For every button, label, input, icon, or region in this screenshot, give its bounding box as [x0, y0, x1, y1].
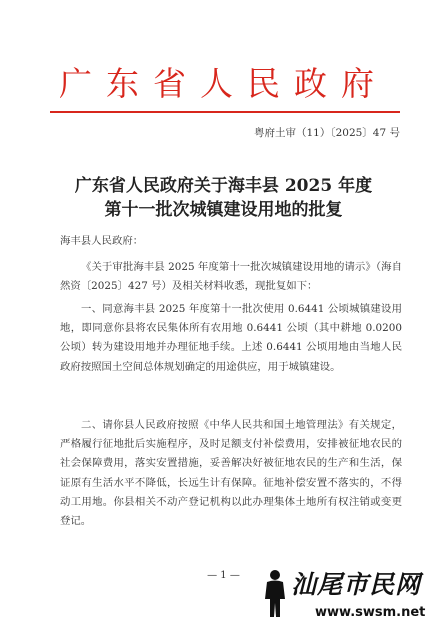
- site-watermark: [261, 565, 443, 625]
- addressee: 海丰县人民政府：: [60, 235, 144, 247]
- document-title-line-1: 广东省人民政府关于海丰县 2025 年度: [74, 176, 373, 196]
- document-number: 粤府土审（11）〔2025〕47 号: [253, 127, 400, 139]
- watermark-url: www.swsm.net: [315, 605, 426, 620]
- paragraph-intro: 《关于审批海丰县 2025 年度第十一批次城镇建设用地的请示》（海自然资〔2025〕427 号）及相关材料收悉，现批复如下：: [60, 261, 402, 293]
- person-silhouette-icon: [261, 569, 289, 619]
- document-title-line-2: 第十一批次城镇建设用地的批复: [104, 200, 343, 220]
- paragraph-item-1: 一、同意海丰县 2025 年度第十一批次使用 0.6441 公顷城镇建设用地，即同意你县将农民集体所有农用地 0.6441 公顷（其中耕地 0.0200 公顷）转为建设用地并办理征地手续。上述 0.6441 公顷用地由当地人民政府按照国土空间总体规划确定的用途供应，用于城镇建设。: [60, 303, 402, 373]
- paragraph-item-2: 二、请你县人民政府按照《中华人民共和国土地管理法》有关规定，严格履行征地批后实施程序，及时足额支付补偿费用，安排被征地农民的社会保障费用，落实安置措施，妥善解决好被征地农民的生产和生活，保证原有生活水平不降低，长远生计有保障。征地补偿安置不落实的，不得动工用地。你县相关不动产登记机构以此办理集体土地所有权注销或变更登记。: [60, 419, 402, 528]
- page-number: — 1 —: [207, 570, 240, 581]
- red-separator-line: [50, 111, 400, 113]
- issuing-authority-header: 广东省人民政府: [59, 64, 388, 103]
- watermark-site-name: 汕尾市民网: [291, 570, 422, 599]
